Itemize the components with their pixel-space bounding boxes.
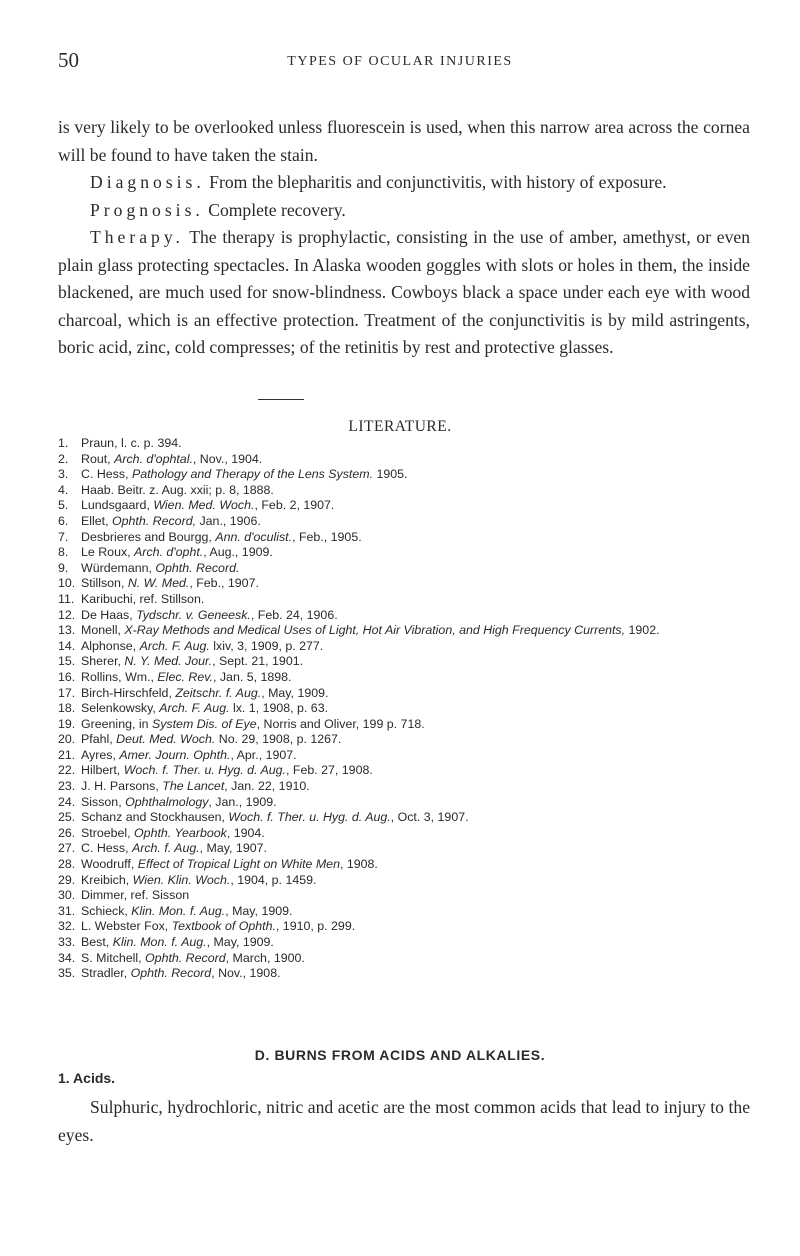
reference-item [58, 888, 758, 904]
reference-text [81, 530, 758, 546]
reference-item [58, 686, 758, 702]
reference-text [81, 732, 758, 748]
reference-number: 17. [58, 685, 76, 700]
reference-segment: Stroebel, [81, 825, 135, 840]
reference-item [58, 904, 758, 920]
reference-text [81, 857, 758, 873]
reference-text [81, 904, 758, 920]
reference-item [58, 779, 758, 795]
reference-item [58, 763, 758, 779]
reference-item [58, 966, 758, 982]
reference-number: 3. [58, 467, 69, 482]
section-heading: D. BURNS FROM ACIDS AND ALKALIES. [254, 1047, 546, 1063]
reference-item [58, 919, 758, 935]
reference-text [81, 608, 758, 624]
reference-text [81, 654, 758, 670]
reference-segment: Haab. Beitr. z. Aug. xxii; p. 8, 1888. [81, 482, 274, 497]
reference-text [81, 576, 758, 592]
reference-text [81, 779, 758, 795]
reference-text [81, 888, 758, 904]
prognosis-paragraph [58, 197, 750, 225]
reference-source-title: Arch. F. Aug. [159, 701, 230, 716]
reference-item [58, 841, 758, 857]
reference-text [81, 452, 758, 468]
reference-segment: De Haas, [81, 607, 137, 622]
reference-source-title: Effect of Tropical Light on White Men [137, 857, 340, 872]
reference-source-title: Woch. f. Ther. u. Hyg. d. Aug. [123, 763, 286, 778]
prognosis-label: Prognosis. [90, 199, 204, 220]
running-title: TYPES OF OCULAR INJURIES [287, 54, 513, 69]
reference-segment: , May, 1909. [225, 903, 293, 918]
therapy-text: The therapy is prophylactic, consisting in the use of amber, amethyst, or even plain glass protecting spectacles. In Alaska wooden goggles with slots or holes in them, the inside blackened, are much used for snow-blindness. Cowboys black a space under each eye with wood charcoal, which is an effective protection. Treatment of the conjunctivitis is by mild astringents, boric acid, zinc, cold compresses; of the retinitis by rest and protective glasses. [58, 227, 750, 357]
reference-number: 5. [58, 498, 69, 513]
reference-text [81, 483, 758, 499]
reference-segment: Würdemann, [81, 560, 156, 575]
reference-segment: , Jan., 1909. [208, 794, 277, 809]
reference-segment: Dimmer, ref. Sisson [81, 888, 190, 903]
reference-item [58, 436, 758, 452]
reference-segment: Ellet, [81, 513, 112, 528]
reference-item [58, 654, 758, 670]
reference-source-title: System Dis. of Eye [151, 716, 257, 731]
reference-segment: , Sept. 21, 1901. [212, 654, 304, 669]
page-number: 50 [58, 48, 79, 72]
divider-rule [258, 399, 304, 400]
reference-number: 25. [58, 810, 76, 825]
reference-segment: Schieck, [81, 903, 132, 918]
reference-number: 35. [58, 966, 76, 981]
reference-number: 7. [58, 529, 69, 544]
reference-source-title: Ophthalmology [125, 794, 209, 809]
reference-segment: , 1904. [226, 825, 265, 840]
reference-text [81, 873, 758, 889]
reference-number: 18. [58, 701, 76, 716]
reference-segment: Schanz and Stockhausen, [81, 810, 229, 825]
reference-segment: , Apr., 1907. [230, 747, 297, 762]
reference-number: 15. [58, 654, 76, 669]
reference-source-title: Ophth. Record [145, 950, 226, 965]
reference-item [58, 732, 758, 748]
reference-segment: , 1904, p. 1459. [230, 872, 317, 887]
reference-source-title: N. W. Med. [127, 576, 190, 591]
reference-text [81, 795, 758, 811]
reference-segment: , Norris and Oliver, 199 p. 718. [256, 716, 425, 731]
diagnosis-label: Diagnosis. [90, 172, 205, 192]
reference-item [58, 608, 758, 624]
closing-text [58, 1094, 750, 1149]
reference-source-title: Arch. d'ophtal. [114, 451, 193, 466]
reference-segment: , Feb., 1905. [292, 529, 362, 544]
reference-item [58, 717, 758, 733]
reference-number: 29. [58, 872, 76, 887]
reference-segment: , Feb. 24, 1906. [250, 607, 338, 622]
reference-segment: , Nov., 1908. [211, 966, 281, 981]
reference-number: 23. [58, 779, 76, 794]
reference-number: 4. [58, 482, 69, 497]
reference-text [81, 545, 758, 561]
reference-segment: lxiv, 3, 1909, p. 277. [209, 638, 324, 653]
reference-segment: C. Hess, [81, 467, 132, 482]
reference-number: 20. [58, 732, 76, 747]
reference-segment: Best, [81, 935, 113, 949]
reference-segment: , Oct. 3, 1907. [390, 810, 469, 825]
reference-number: 21. [58, 747, 76, 762]
reference-segment: Greening, in [81, 716, 152, 731]
reference-number: 27. [58, 841, 76, 856]
reference-segment: Pfahl, [81, 732, 117, 747]
reference-text [81, 810, 758, 826]
reference-item [58, 748, 758, 764]
reference-text [81, 841, 758, 857]
reference-item [58, 826, 758, 842]
reference-item [58, 545, 758, 561]
subsection-heading: 1. Acids. [58, 1070, 116, 1086]
reference-number: 11. [58, 591, 75, 606]
reference-number: 16. [58, 669, 76, 684]
reference-source-title: Deut. Med. Woch. [116, 732, 216, 747]
reference-list [58, 436, 758, 982]
reference-item [58, 623, 758, 639]
reference-text [81, 763, 758, 779]
reference-segment: , May, 1909. [261, 685, 329, 700]
reference-segment: Hilbert, [81, 763, 124, 778]
reference-number: 19. [58, 716, 76, 731]
reference-segment: , Feb. 27, 1908. [286, 763, 373, 778]
reference-segment: 1902. [625, 623, 660, 638]
reference-number: 8. [58, 545, 69, 560]
reference-source-title: Textbook of Ophth. [171, 919, 276, 934]
reference-segment: Rout, [81, 451, 115, 466]
reference-segment: No. 29, 1908, p. 1267. [215, 732, 342, 747]
reference-source-title: X-Ray Methods and Medical Uses of Light, Hot Air Vibration, and High Frequency Currents, [124, 623, 626, 638]
reference-number: 6. [58, 513, 69, 528]
reference-item [58, 514, 758, 530]
reference-source-title: N. Y. Med. Jour. [124, 654, 213, 669]
reference-item [58, 639, 758, 655]
reference-item [58, 670, 758, 686]
reference-text [81, 467, 758, 483]
reference-text [81, 561, 758, 577]
reference-source-title: Ann. d'oculist. [215, 529, 293, 544]
reference-segment: Birch-Hirschfeld, [81, 685, 176, 700]
reference-source-title: Tydschr. v. Geneesk. [136, 607, 251, 622]
reference-segment: Kreibich, [81, 872, 133, 887]
reference-source-title: Wien. Klin. Woch. [132, 872, 231, 887]
reference-number: 26. [58, 825, 76, 840]
reference-segment: Ayres, [81, 747, 120, 762]
reference-segment: , May, 1907. [199, 841, 267, 856]
reference-source-title: Woch. f. Ther. u. Hyg. d. Aug. [228, 810, 391, 825]
reference-item [58, 530, 758, 546]
reference-item [58, 951, 758, 967]
reference-number: 12. [58, 607, 76, 622]
reference-source-title: Zeitschr. f. Aug. [175, 685, 262, 700]
reference-segment: Monell, [81, 623, 125, 638]
reference-segment: S. Mitchell, [81, 950, 146, 965]
reference-segment: , Nov., 1904. [192, 451, 263, 466]
reference-text [81, 935, 758, 951]
reference-segment: Selenkowsky, [81, 701, 160, 716]
reference-segment: Stradler, [81, 966, 131, 981]
reference-segment: Le Roux, [81, 545, 135, 560]
reference-item [58, 561, 758, 577]
reference-segment: C. Hess, [81, 841, 132, 856]
reference-source-title: Klin. Mon. f. Aug. [131, 903, 226, 918]
reference-segment: , Jan. 5, 1898. [212, 669, 292, 684]
reference-segment: Sisson, [81, 794, 126, 809]
reference-text [81, 498, 758, 514]
literature-heading: LITERATURE. [348, 418, 452, 435]
reference-segment: Woodruff, [81, 857, 138, 872]
reference-text [81, 919, 758, 935]
reference-number: 33. [58, 935, 76, 949]
reference-source-title: Ophth. Record, [112, 513, 197, 528]
reference-segment: , Feb. 2, 1907. [254, 498, 335, 513]
reference-item [58, 452, 758, 468]
reference-segment: , Jan. 22, 1910. [224, 779, 310, 794]
reference-number: 10. [58, 576, 76, 591]
reference-item [58, 935, 758, 951]
reference-source-title: Klin. Mon. f. Aug. [112, 935, 207, 949]
reference-item [58, 592, 758, 608]
reference-text [81, 670, 758, 686]
reference-text [81, 826, 758, 842]
reference-number: 9. [58, 560, 69, 575]
reference-item [58, 483, 758, 499]
reference-item [58, 810, 758, 826]
reference-segment: , Aug., 1909. [203, 545, 273, 560]
reference-source-title: Arch. F. Aug. [139, 638, 210, 653]
reference-source-title: Wien. Med. Woch. [153, 498, 255, 513]
reference-source-title: Arch. f. Aug. [131, 841, 200, 856]
reference-number: 14. [58, 638, 76, 653]
reference-text [81, 623, 758, 639]
reference-segment: L. Webster Fox, [81, 919, 172, 934]
reference-source-title: Ophth. Record. [155, 560, 240, 575]
reference-number: 1. [58, 436, 69, 450]
reference-item [58, 498, 758, 514]
reference-segment: Lundsgaard, [81, 498, 154, 513]
reference-segment: 1905. [373, 467, 408, 482]
reference-text [81, 436, 758, 452]
reference-segment: Jan., 1906. [196, 513, 261, 528]
reference-item [58, 795, 758, 811]
reference-text [81, 701, 758, 717]
diagnosis-paragraph [58, 169, 750, 197]
reference-source-title: Elec. Rev. [157, 669, 213, 684]
reference-text [81, 748, 758, 764]
reference-item [58, 467, 758, 483]
reference-segment: Alphonse, [81, 638, 140, 653]
reference-text [81, 686, 758, 702]
reference-source-title: Pathology and Therapy of the Lens System. [131, 467, 374, 482]
reference-text [81, 951, 758, 967]
reference-source-title: Ophth. Yearbook [134, 825, 227, 840]
reference-item [58, 576, 758, 592]
reference-text [81, 592, 758, 608]
reference-number: 34. [58, 950, 76, 965]
therapy-label: Therapy. [90, 227, 184, 247]
diagnosis-text: From the blepharitis and conjunctivitis, with history of exposure. [204, 172, 667, 192]
therapy-paragraph [58, 224, 750, 362]
prognosis-text: Complete recovery. [203, 199, 346, 220]
reference-source-title: Ophth. Record [130, 966, 212, 981]
reference-segment: lx. 1, 1908, p. 63. [229, 701, 329, 716]
page-header [50, 48, 750, 78]
acids-paragraph: Sulphuric, hydrochloric, nitric and acetic are the most common acids that lead to injury to the eyes. [58, 1097, 750, 1145]
reference-number: 32. [58, 919, 76, 934]
reference-item [58, 857, 758, 873]
reference-source-title: The Lancet [162, 779, 225, 794]
reference-number: 22. [58, 763, 76, 778]
reference-item [58, 701, 758, 717]
intro-paragraph: is very likely to be overlooked unless fluorescein is used, when this narrow area across the cornea will be found to have taken the stain. [58, 117, 750, 165]
reference-segment: , 1908. [339, 857, 378, 872]
reference-text [81, 717, 758, 733]
reference-segment: , May, 1909. [206, 935, 274, 949]
reference-source-title: Arch. d'opht. [134, 545, 204, 560]
reference-segment: Rollins, Wm., [81, 669, 158, 684]
reference-segment: , 1910, p. 299. [275, 919, 356, 934]
reference-number: 31. [58, 903, 76, 918]
reference-segment: Stillson, [81, 576, 128, 591]
reference-segment: Desbrieres and Bourgg, [81, 529, 216, 544]
reference-segment: Sherer, [81, 654, 125, 669]
reference-text [81, 514, 758, 530]
reference-segment: J. H. Parsons, [81, 779, 163, 794]
body-text [58, 114, 750, 362]
reference-number: 30. [58, 888, 76, 903]
reference-segment: Praun, l. c. p. 394. [81, 436, 182, 450]
reference-text [81, 639, 758, 655]
reference-segment: , March, 1900. [225, 950, 305, 965]
reference-number: 28. [58, 857, 76, 872]
reference-text [81, 966, 758, 982]
reference-segment: , Feb., 1907. [189, 576, 259, 591]
reference-item [58, 873, 758, 889]
reference-number: 2. [58, 451, 69, 466]
reference-segment: Karibuchi, ref. Stillson. [81, 591, 205, 606]
reference-source-title: Amer. Journ. Ophth. [119, 747, 231, 762]
reference-number: 24. [58, 794, 76, 809]
reference-number: 13. [58, 623, 76, 638]
